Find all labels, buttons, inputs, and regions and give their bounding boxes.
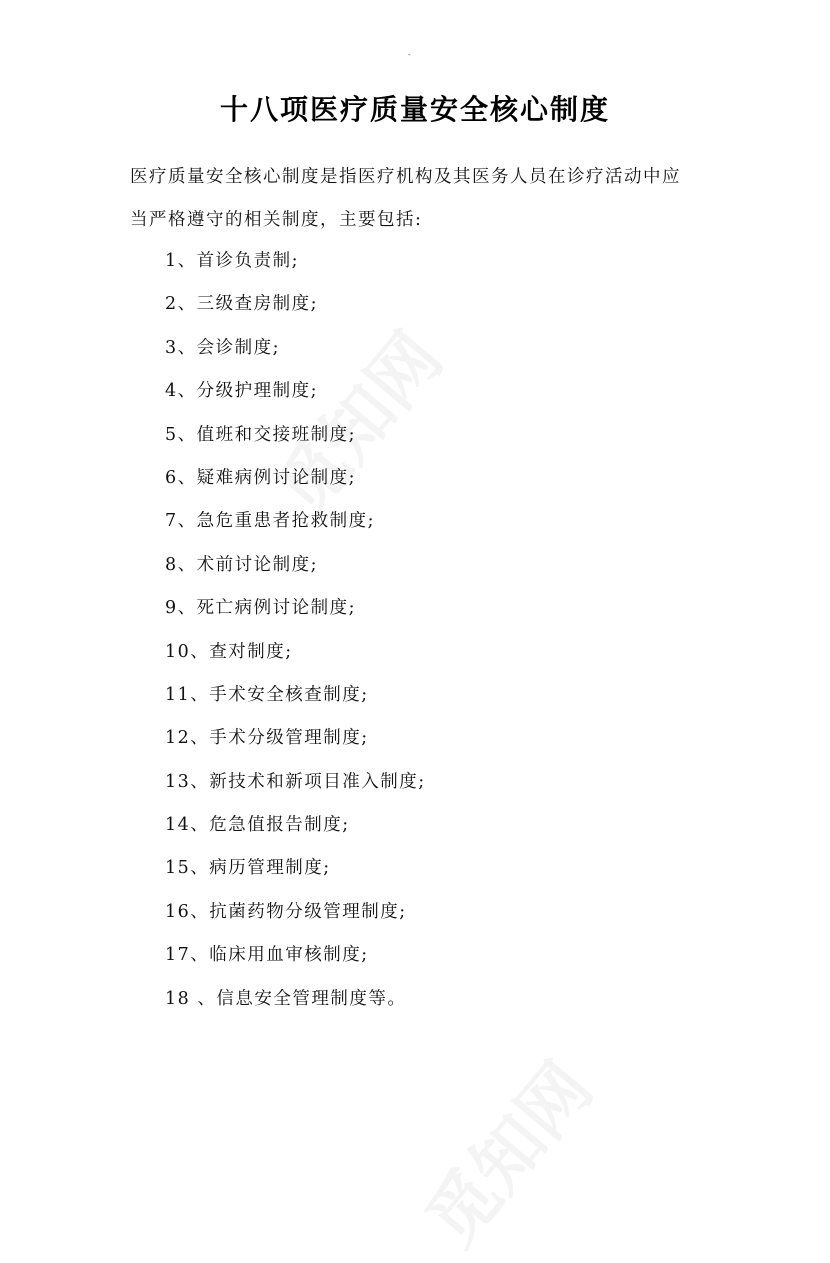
core-system-list: [165, 240, 426, 1021]
intro-line: 医疗质量安全核心制度是指医疗机构及其医务人员在诊疗活动中应: [130, 167, 681, 187]
list-item: 18 、信息安全管理制度等。: [165, 988, 407, 1009]
list-item: 8、术前讨论制度;: [165, 554, 319, 575]
header-mark: -: [408, 50, 411, 59]
list-item: 11、手术安全核查制度;: [165, 684, 369, 705]
list-item: 14、危急值报告制度;: [165, 815, 350, 836]
intro-paragraph: [130, 156, 700, 242]
list-item: 9、死亡病例讨论制度;: [165, 598, 357, 619]
list-item: 3、会诊制度;: [165, 337, 281, 358]
list-item: 12、手术分级管理制度;: [165, 728, 369, 749]
watermark: [399, 1038, 611, 1263]
list-item: 17、临床用血审核制度;: [165, 945, 369, 966]
list-item: 13、新技术和新项目准入制度;: [165, 771, 426, 792]
document-title: 十八项医疗质量安全核心制度: [219, 93, 610, 126]
list-item: 4、分级护理制度;: [165, 381, 319, 402]
list-item: 10、查对制度;: [165, 641, 293, 662]
list-item: 15、病历管理制度;: [165, 858, 331, 879]
list-item: 5、值班和交接班制度;: [165, 424, 357, 445]
list-item: 16、抗菌药物分级管理制度;: [165, 901, 407, 922]
intro-line: 当严格遵守的相关制度，主要包括:: [130, 210, 423, 230]
list-item: 1、首诊负责制;: [165, 251, 300, 271]
list-item: 6、疑难病例讨论制度;: [165, 467, 357, 488]
list-item: 2、三级查房制度;: [165, 294, 319, 315]
list-item: 7、急危重患者抢救制度;: [165, 511, 376, 532]
